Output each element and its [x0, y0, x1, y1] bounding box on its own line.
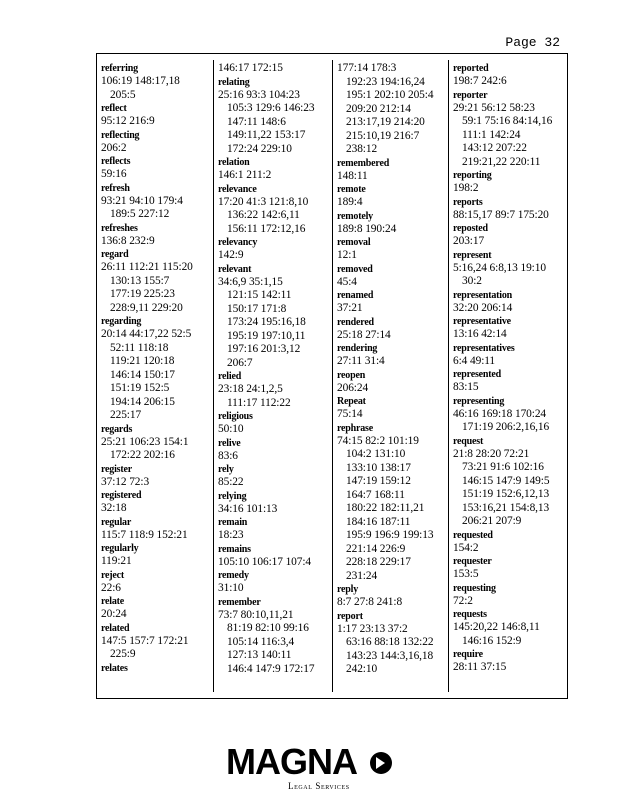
- page-line-reference: 25:16 93:3 104:23: [218, 88, 300, 101]
- magna-logo: [226, 741, 396, 794]
- index-entry: [218, 516, 330, 543]
- index-entry: [101, 662, 211, 675]
- index-entry: [101, 463, 211, 490]
- page-line-reference: 198:2: [453, 182, 479, 194]
- page-line-reference: 195:19 197:10,11: [227, 329, 306, 342]
- page-line-reference: 85:22: [218, 476, 244, 488]
- page-line-reference: 106:19 148:17,18: [101, 75, 180, 87]
- page-line-reference: 1:17 23:13 37:2: [337, 622, 408, 635]
- page-line-reference: 189:8 190:24: [337, 222, 397, 235]
- index-column-3: [337, 62, 450, 692]
- page-line-reference: 197:16 201:3,12: [227, 343, 301, 355]
- index-entry: [337, 62, 450, 157]
- page-line-reference: 177:19 225:23: [110, 288, 175, 300]
- index-term: reports: [453, 196, 483, 208]
- index-entry: [337, 395, 450, 422]
- page-line-reference: 12:1: [337, 249, 357, 261]
- page-line-reference: 25:21 106:23 154:1: [101, 435, 189, 448]
- index-term: representation: [453, 289, 513, 301]
- index-term: reported: [453, 63, 489, 74]
- index-entry: [101, 62, 211, 102]
- index-term: renamed: [337, 290, 374, 301]
- page-line-reference: 195:1 202:10 205:4: [346, 89, 434, 101]
- index-term: rephrase: [337, 422, 373, 434]
- page-line-reference: 172:24 229:10: [227, 142, 292, 155]
- index-term: relation: [218, 157, 250, 168]
- page-line-reference: 195:9 196:9 199:13: [346, 529, 434, 541]
- page-line-reference: 172:22 202:16: [110, 449, 175, 461]
- page-line-reference: 111:1 142:24: [462, 128, 521, 141]
- index-entry: [101, 595, 211, 622]
- index-term: Repeat: [337, 396, 366, 407]
- index-entry: [453, 62, 565, 89]
- index-term: rely: [218, 464, 234, 475]
- page-line-reference: 189:4: [337, 196, 363, 208]
- index-entry: [218, 596, 330, 677]
- page-line-reference: 59:16: [101, 168, 127, 180]
- page-line-reference: 206:21 207:9: [462, 515, 522, 527]
- index-term: relive: [218, 437, 241, 449]
- index-entry: [453, 222, 565, 249]
- page-line-reference: 8:7 27:8 241:8: [337, 596, 403, 608]
- page-line-reference: 21:8 28:20 72:21: [453, 447, 530, 460]
- page-line-reference: 83:6: [218, 449, 238, 462]
- logo-subtitle: Legal Services: [288, 781, 350, 791]
- index-entry: [337, 263, 450, 290]
- index-entry: [337, 316, 450, 343]
- page-line-reference: 238:12: [346, 143, 378, 155]
- page-line-reference: 59:1 75:16 84:14,16: [462, 115, 553, 127]
- index-entry: [101, 569, 211, 596]
- index-term: requester: [453, 556, 492, 567]
- index-term: relevancy: [218, 237, 258, 248]
- index-entry: [101, 489, 211, 516]
- page-line-reference: 45:4: [337, 275, 357, 288]
- index-term: reposted: [453, 223, 488, 234]
- index-term: religious: [218, 411, 253, 422]
- page-line-reference: 156:11 172:12,16: [227, 222, 306, 235]
- index-term: reflecting: [101, 129, 140, 141]
- index-term: relevance: [218, 183, 257, 195]
- index-term: reflects: [101, 156, 131, 167]
- index-term: removed: [337, 263, 373, 275]
- page-line-reference: 184:16 187:11: [346, 515, 411, 528]
- page-line-reference: 194:14 206:15: [110, 395, 175, 408]
- index-term: report: [337, 610, 363, 622]
- index-term: requested: [453, 529, 493, 541]
- index-term: relying: [218, 490, 247, 502]
- page-line-reference: 192:23 194:16,24: [346, 75, 425, 88]
- index-entry: [337, 369, 450, 396]
- page-line-reference: 46:16 169:18 170:24: [453, 407, 547, 420]
- page-line-reference: 151:19 152:6,12,13: [462, 488, 550, 500]
- page-line-reference: 215:10,19 216:7: [346, 129, 420, 142]
- page-line-reference: 147:19 159:12: [346, 475, 411, 487]
- index-entry: [453, 395, 565, 435]
- index-frame: [96, 53, 568, 699]
- index-entry: [453, 169, 565, 196]
- index-term: relate: [101, 596, 125, 607]
- index-term: represented: [453, 369, 501, 380]
- page-line-reference: 121:15 142:11: [227, 289, 292, 301]
- page-number: Page 32: [505, 35, 560, 50]
- page-line-reference: 133:10 138:17: [346, 461, 411, 474]
- index-entry: [218, 263, 330, 371]
- page-line-reference: 146:14 150:17: [110, 368, 175, 381]
- index-column-4: [453, 62, 565, 692]
- index-term: refresh: [101, 182, 130, 194]
- page-line-reference: 111:17 112:22: [227, 396, 291, 409]
- index-term: reflect: [101, 103, 127, 114]
- index-entry: [218, 569, 330, 596]
- index-entry: [337, 289, 450, 316]
- page-line-reference: 164:7 168:11: [346, 488, 405, 501]
- index-term: refreshes: [101, 222, 138, 234]
- page-line-reference: 206:24: [337, 381, 369, 394]
- index-entry: [101, 155, 211, 182]
- page-line-reference: 29:21 56:12 58:23: [453, 101, 535, 114]
- page-line-reference: 73:7 80:10,11,21: [218, 608, 294, 621]
- index-term: regards: [101, 423, 133, 435]
- page-line-reference: 171:19 206:2,16,16: [462, 421, 550, 433]
- page-line-reference: 22:6: [101, 581, 121, 594]
- column-divider: [213, 60, 214, 692]
- page-line-reference: 219:21,22 220:11: [462, 155, 541, 168]
- index-term: relied: [218, 371, 242, 382]
- index-entry: [337, 610, 450, 677]
- page-line-reference: 145:20,22 146:8,11: [453, 621, 540, 633]
- index-term: remains: [218, 543, 251, 555]
- index-term: representative: [453, 316, 511, 327]
- page-line-reference: 231:24: [346, 569, 378, 582]
- page-line-reference: 189:5 227:12: [110, 208, 170, 220]
- page-line-reference: 88:15,17 89:7 175:20: [453, 208, 549, 221]
- index-entry: [101, 315, 211, 423]
- index-term: requests: [453, 609, 487, 620]
- page-line-reference: 225:17: [110, 409, 142, 421]
- index-term: relating: [218, 76, 250, 88]
- index-entry: [218, 76, 330, 157]
- page-line-reference: 147:5 157:7 172:21: [101, 634, 189, 647]
- index-entry: [337, 210, 450, 237]
- page-line-reference: 146:15 147:9 149:5: [462, 474, 550, 487]
- page-line-reference: 83:15: [453, 381, 479, 393]
- index-entry: [218, 183, 330, 237]
- page-line-reference: 153:16,21 154:8,13: [462, 501, 550, 514]
- index-term: relates: [101, 662, 128, 674]
- index-entry: [453, 435, 565, 529]
- index-entry: [101, 182, 211, 222]
- page-line-reference: 151:19 152:5: [110, 382, 170, 394]
- page-line-reference: 148:11: [337, 169, 368, 182]
- page-line-reference: 104:2 131:10: [346, 448, 406, 460]
- page-line-reference: 37:21: [337, 302, 363, 314]
- index-entry: [101, 622, 211, 662]
- page-line-reference: 37:12 72:3: [101, 475, 150, 488]
- page-line-reference: 17:20 41:3 121:8,10: [218, 195, 309, 208]
- index-entry: [337, 583, 450, 610]
- index-term: remain: [218, 517, 248, 528]
- index-term: represent: [453, 249, 492, 261]
- index-entry: [337, 157, 450, 184]
- page-line-reference: 105:14 116:3,4: [227, 635, 295, 648]
- page-line-reference: 18:23: [218, 529, 244, 541]
- page-line-reference: 180:22 182:11,21: [346, 502, 425, 514]
- page-line-reference: 30:2: [462, 275, 482, 287]
- index-entry: [218, 437, 330, 464]
- page-line-reference: 225:9: [110, 648, 136, 660]
- page-line-reference: 115:7 118:9 152:21: [101, 528, 188, 541]
- page-line-reference: 13:16 42:14: [453, 328, 507, 340]
- page-line-reference: 74:15 82:2 101:19: [337, 434, 419, 447]
- index-term: remember: [218, 596, 261, 608]
- page-line-reference: 147:11 148:6: [227, 115, 286, 128]
- index-term: reject: [101, 569, 125, 581]
- page-line-reference: 127:13 140:11: [227, 649, 292, 661]
- page-line-reference: 63:16 88:18 132:22: [346, 636, 434, 648]
- index-term: request: [453, 435, 484, 447]
- index-term: reopen: [337, 369, 366, 381]
- page-line-reference: 25:18 27:14: [337, 328, 391, 341]
- page-line-reference: 27:11 31:4: [337, 355, 385, 367]
- index-term: reporting: [453, 170, 492, 181]
- page-line-reference: 72:2: [453, 594, 473, 607]
- index-entry: [218, 236, 330, 263]
- index-term: require: [453, 649, 483, 660]
- index-term: removal: [337, 237, 371, 248]
- page-line-reference: 20:14 44:17,22 52:5: [101, 328, 192, 340]
- index-term: requesting: [453, 582, 496, 594]
- index-entry: [101, 423, 211, 463]
- index-entry: [453, 342, 565, 369]
- page-line-reference: 209:20 212:14: [346, 102, 411, 115]
- page-line-reference: 221:14 226:9: [346, 542, 406, 555]
- page-line-reference: 173:24 195:16,18: [227, 316, 306, 328]
- page-line-reference: 50:10: [218, 423, 244, 435]
- column-divider: [332, 60, 333, 692]
- page-line-reference: 242:10: [346, 663, 378, 675]
- index-entry: [453, 249, 565, 289]
- index-entry: [337, 183, 450, 210]
- page-line-reference: 6:4 49:11: [453, 354, 496, 367]
- index-entry: [453, 368, 565, 395]
- page-line-reference: 142:9: [218, 249, 244, 261]
- page-line-reference: 143:12 207:22: [462, 142, 527, 154]
- page-line-reference: 31:10: [218, 582, 244, 594]
- page-line-reference: 136:8 232:9: [101, 234, 155, 247]
- index-entry: [453, 196, 565, 223]
- page-line-reference: 81:19 82:10 99:16: [227, 622, 309, 634]
- index-term: rendering: [337, 343, 378, 354]
- page-line-reference: 130:13 155:7: [110, 274, 170, 287]
- page-line-reference: 146:17 172:15: [218, 62, 283, 74]
- index-entry: [453, 555, 565, 582]
- index-term: regarding: [101, 316, 142, 327]
- page-line-reference: 228:18 229:17: [346, 556, 411, 568]
- page-line-reference: 203:17: [453, 235, 485, 247]
- page-line-reference: 136:22 142:6,11: [227, 209, 300, 221]
- index-entry: [101, 542, 211, 569]
- index-entry: [218, 463, 330, 490]
- index-term: remote: [337, 184, 366, 195]
- index-term: relevant: [218, 263, 252, 275]
- index-entry: [337, 422, 450, 584]
- page-line-reference: 213:17,19 214:20: [346, 116, 425, 128]
- index-term: remotely: [337, 210, 373, 222]
- index-entry: [218, 410, 330, 437]
- index-entry: [453, 289, 565, 316]
- index-term: remedy: [218, 570, 249, 581]
- page-line-reference: 26:11 112:21 115:20: [101, 261, 193, 273]
- page-line-reference: 177:14 178:3: [337, 62, 397, 74]
- page-line-reference: 75:14: [337, 408, 363, 420]
- page-line-reference: 205:5: [110, 88, 136, 101]
- index-column-1: [101, 62, 211, 692]
- index-term: register: [101, 463, 132, 475]
- page-line-reference: 23:18 24:1,2,5: [218, 383, 283, 395]
- index-entry: [453, 529, 565, 556]
- index-entry: [337, 236, 450, 263]
- page-line-reference: 34:16 101:13: [218, 502, 278, 515]
- index-term: remembered: [337, 157, 390, 169]
- page-line-reference: 105:10 106:17 107:4: [218, 555, 312, 568]
- index-entry: [218, 490, 330, 517]
- index-term: reply: [337, 584, 359, 595]
- page-line-reference: 153:5: [453, 568, 479, 580]
- index-entry: [101, 516, 211, 543]
- page-line-reference: 73:21 91:6 102:16: [462, 461, 544, 473]
- page-line-reference: 20:24: [101, 608, 127, 620]
- page-line-reference: 206:2: [101, 141, 127, 154]
- index-term: related: [101, 622, 130, 634]
- page-line-reference: 28:11 37:15: [453, 661, 507, 673]
- index-entry: [218, 370, 330, 410]
- index-column-2: [218, 62, 330, 692]
- index-entry: [453, 315, 565, 342]
- index-term: representing: [453, 395, 505, 407]
- index-entry: [101, 222, 211, 249]
- page-line-reference: 93:21 94:10 179:4: [101, 194, 183, 207]
- page-line-reference: 150:17 171:8: [227, 302, 287, 315]
- page-line-reference: 119:21 120:18: [110, 355, 175, 367]
- page-line-reference: 228:9,11 229:20: [110, 301, 183, 314]
- page-line-reference: 32:20 206:14: [453, 301, 513, 314]
- index-term: referring: [101, 63, 138, 74]
- index-entry: [453, 608, 565, 648]
- page-line-reference: 154:2: [453, 541, 479, 554]
- page-line-reference: 146:1 211:2: [218, 169, 272, 181]
- page-line-reference: 198:7 242:6: [453, 75, 507, 87]
- index-term: reporter: [453, 89, 488, 101]
- index-entry: [101, 129, 211, 156]
- page-line-reference: 5:16,24 6:8,13 19:10: [453, 261, 546, 274]
- page-line-reference: 146:16 152:9: [462, 634, 522, 647]
- index-entry: [101, 248, 211, 315]
- page-line-reference: 149:11,22 153:17: [227, 129, 306, 141]
- page-line-reference: 34:6,9 35:1,15: [218, 275, 283, 288]
- page-line-reference: 119:21: [101, 555, 132, 567]
- index-entry: [453, 89, 565, 170]
- index-entry: [453, 648, 565, 675]
- page-line-reference: 206:7: [227, 356, 253, 369]
- page-line-reference: 146:4 147:9 172:17: [227, 662, 315, 675]
- page-line-reference: 52:11 118:18: [110, 341, 169, 354]
- index-term: representatives: [453, 342, 515, 354]
- page-line-reference: 32:18: [101, 502, 127, 514]
- index-term: regularly: [101, 543, 139, 554]
- page-line-reference: 95:12 216:9: [101, 115, 155, 127]
- index-term: registered: [101, 490, 142, 501]
- index-entry: [453, 582, 565, 609]
- index-term: regular: [101, 516, 132, 528]
- index-entry: [218, 62, 330, 76]
- index-entry: [218, 543, 330, 570]
- index-term: regard: [101, 249, 129, 260]
- index-entry: [337, 342, 450, 369]
- page-line-reference: 105:3 129:6 146:23: [227, 102, 315, 114]
- play-arrow-icon: [376, 757, 385, 769]
- logo-wordmark: MAGNA: [226, 741, 357, 782]
- index-entry: [101, 102, 211, 129]
- index-term: rendered: [337, 316, 374, 328]
- index-entry: [218, 156, 330, 183]
- page-line-reference: 143:23 144:3,16,18: [346, 649, 434, 662]
